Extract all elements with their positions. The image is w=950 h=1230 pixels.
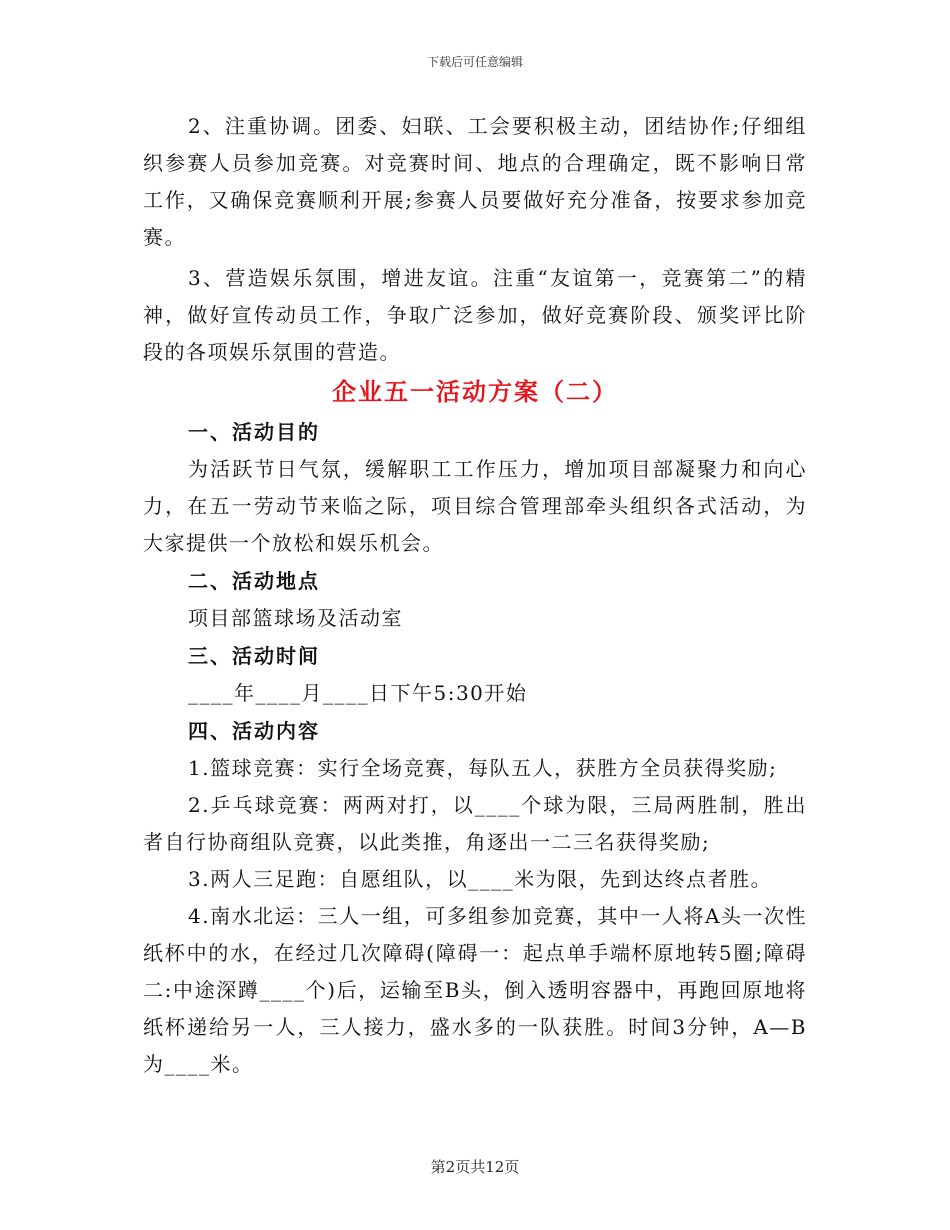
paragraph: 为活跃节日气氛，缓解职工工作压力，增加项目部凝聚力和向心力，在五一劳动节来临之际，项目综合管理部牵头组织各式活动，为大家提供一个放松和娱乐机会。 (143, 457, 807, 555)
document-body (143, 108, 807, 1083)
section-heading: 一、活动目的 (188, 420, 320, 444)
page-footer: 第2页共12页 (430, 1158, 520, 1176)
list-item: 3.两人三足跑：自愿组队，以____米为限，先到达终点者胜。 (188, 867, 773, 891)
paragraph: ____年____月____日下午5:30开始 (188, 681, 528, 705)
section-heading: 二、活动地点 (188, 569, 320, 593)
paragraph: 2、注重协调。团委、妇联、工会要积极主动，团结协作;仔细组织参赛人员参加竞赛。对竞赛时间、地点的合理确定，既不影响日常工作，又确保竞赛顺利开展;参赛人员要做好充分准备，按要求参加竞赛。 (143, 114, 807, 249)
list-item: 4.南水北运：三人一组，可多组参加竞赛，其中一人将A头一次性纸杯中的水，在经过几次障碍(障碍一：起点单手端杯原地转5圈;障碍二:中途深蹲____个)后，运输至B头，倒入透明容器中，再跑回原地将纸杯递给另一人，三人接力，盛水多的一队获胜。时间3分钟，A—B为____米。 (143, 904, 807, 1076)
page-header: 下载后可任意编辑 (426, 55, 523, 69)
paragraph: 3、营造娱乐氛围，增进友谊。注重“友谊第一，竞赛第二”的精神，做好宣传动员工作，争取广泛参加，做好竞赛阶段、颁奖评比阶段的各项娱乐氛围的营造。 (143, 266, 807, 364)
section-heading: 四、活动内容 (188, 719, 320, 743)
section-heading: 三、活动时间 (188, 644, 320, 668)
list-item: 1.篮球竞赛：实行全场竞赛，每队五人，获胜方全员获得奖励; (188, 756, 778, 780)
document-title: 企业五一活动方案（二） (332, 377, 618, 406)
paragraph: 项目部篮球场及活动室 (188, 606, 403, 630)
list-item: 2.乒乓球竞赛：两两对打，以____个球为限，三局两胜制，胜出者自行协商组队竞赛，以此类推，角逐出一二三名获得奖励; (143, 793, 807, 854)
